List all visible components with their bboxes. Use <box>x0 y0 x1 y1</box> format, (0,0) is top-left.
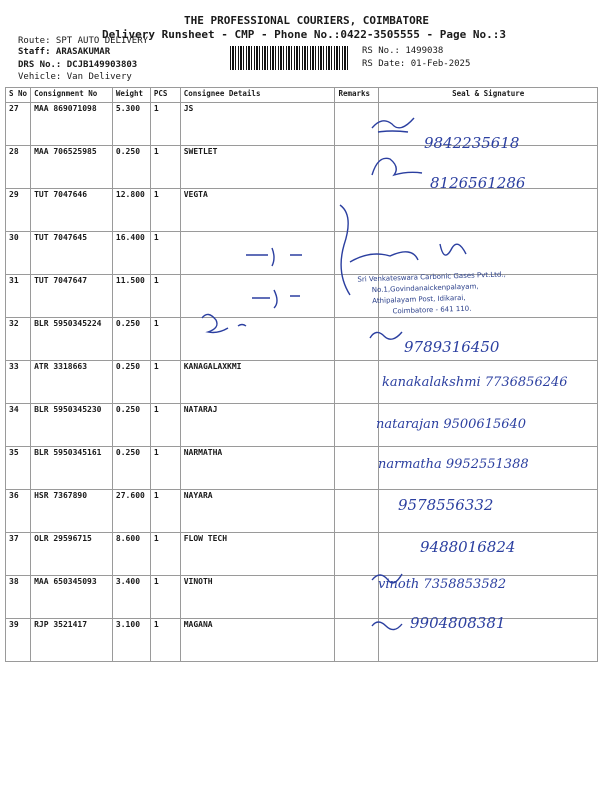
col-sno: S No <box>6 88 31 103</box>
row-weight: 3.100 <box>112 619 150 662</box>
row-pcs: 1 <box>150 146 180 189</box>
row-consignee: JS <box>180 103 335 146</box>
row-consignee: NATARAJ <box>180 404 335 447</box>
row-weight: 16.400 <box>112 232 150 275</box>
col-remarks: Remarks <box>335 88 379 103</box>
row-consignment: TUT 7047645 <box>31 232 113 275</box>
route-label: Route: SPT AUTO DELIVERY <box>18 36 149 46</box>
row-consignment: RJP 3521417 <box>31 619 113 662</box>
row-consignment: MAA 706525985 <box>31 146 113 189</box>
handwritten-note-36: narmatha 9952551388 <box>378 457 529 472</box>
row-sno: 27 <box>6 103 31 146</box>
col-consignee: Consignee Details <box>180 88 335 103</box>
row-weight: 0.250 <box>112 146 150 189</box>
row-weight: 0.250 <box>112 318 150 361</box>
handwritten-phone-38: 9488016824 <box>420 538 516 556</box>
row-consignee: KANAGALAXKMI <box>180 361 335 404</box>
row-weight: 11.500 <box>112 275 150 318</box>
company-stamp <box>357 269 507 318</box>
runsheet-title: Delivery Runsheet - CMP - Phone No.:0422-3505555 - Page No.:3 <box>102 28 506 41</box>
row-consignment: ATR 3318663 <box>31 361 113 404</box>
handwritten-note-39: vinoth 7358853582 <box>378 577 507 592</box>
row-sno: 30 <box>6 232 31 275</box>
row-consignment: BLR 5950345230 <box>31 404 113 447</box>
row-sno: 33 <box>6 361 31 404</box>
drs-number: DRS No.: DCJB149903803 <box>18 60 138 70</box>
row-weight: 0.250 <box>112 404 150 447</box>
row-consignee: VINOTH <box>180 576 335 619</box>
signature-40 <box>372 622 402 630</box>
row-pcs: 1 <box>150 533 180 576</box>
row-pcs: 1 <box>150 576 180 619</box>
row-consignee: SWETLET <box>180 146 335 189</box>
stamp-line-2: No.1,Govindanaickenpalayam, <box>371 282 479 295</box>
row-pcs: 1 <box>150 490 180 533</box>
signature-31 <box>252 290 300 308</box>
row-weight: 8.600 <box>112 533 150 576</box>
row-weight: 0.250 <box>112 361 150 404</box>
row-consignee: NARMATHA <box>180 447 335 490</box>
stamp-line-3: Athipalayam Post, Idikarai, <box>372 293 466 306</box>
row-consignment: TUT 7047647 <box>31 275 113 318</box>
rs-number: RS No.: 1499038 <box>362 46 444 56</box>
row-consignee: FLOW TECH <box>180 533 335 576</box>
row-pcs: 1 <box>150 189 180 232</box>
row-pcs: 1 <box>150 318 180 361</box>
row-consignment: MAA 650345093 <box>31 576 113 619</box>
signature-stamp-area <box>350 244 466 262</box>
signature-33 <box>370 332 402 339</box>
row-sno: 29 <box>6 189 31 232</box>
col-pcs: PCS <box>150 88 180 103</box>
row-sno: 32 <box>6 318 31 361</box>
row-sno: 35 <box>6 447 31 490</box>
row-sno: 31 <box>6 275 31 318</box>
handwritten-note-35: natarajan 9500615640 <box>376 417 527 432</box>
handwritten-phone-28: 8126561286 <box>430 174 526 192</box>
row-sno: 34 <box>6 404 31 447</box>
row-sno: 28 <box>6 146 31 189</box>
row-pcs: 1 <box>150 275 180 318</box>
row-sno: 39 <box>6 619 31 662</box>
handwritten-phone-27: 9842235618 <box>424 134 520 152</box>
col-consignment: Consignment No <box>31 88 113 103</box>
stamp-line-1: Sri Venkateswara Carbonic Gases Pvt.Ltd., <box>357 270 506 284</box>
row-pcs: 1 <box>150 361 180 404</box>
row-pcs: 1 <box>150 103 180 146</box>
row-consignment: MAA 869071098 <box>31 103 113 146</box>
row-weight: 0.250 <box>112 447 150 490</box>
row-consignment: BLR 5950345224 <box>31 318 113 361</box>
rs-date: RS Date: 01-Feb-2025 <box>362 59 471 69</box>
row-consignee: MAGANA <box>180 619 335 662</box>
row-pcs: 1 <box>150 404 180 447</box>
col-signature: Seal & Signature <box>379 88 598 103</box>
row-pcs: 1 <box>150 447 180 490</box>
handwritten-phone-37: 9578556332 <box>398 496 494 514</box>
vehicle-label: Vehicle: Van Delivery <box>18 72 132 82</box>
signature-27 <box>372 118 414 132</box>
row-sno: 36 <box>6 490 31 533</box>
row-sno: 38 <box>6 576 31 619</box>
row-weight: 12.800 <box>112 189 150 232</box>
row-weight: 3.400 <box>112 576 150 619</box>
row-weight: 27.600 <box>112 490 150 533</box>
row-consignment: OLR 29596715 <box>31 533 113 576</box>
row-consignee: VEGTA <box>180 189 335 232</box>
signature-30 <box>246 248 302 266</box>
row-consignee: NAYARA <box>180 490 335 533</box>
company-name: THE PROFESSIONAL COURIERS, COIMBATORE <box>184 14 430 27</box>
signature-32 <box>202 314 246 332</box>
signature-28 <box>372 158 422 175</box>
row-pcs: 1 <box>150 619 180 662</box>
handwritten-note-34: kanakalakshmi 7736856246 <box>382 375 568 390</box>
handwritten-phone-33: 9789316450 <box>404 338 500 356</box>
row-consignment: TUT 7047646 <box>31 189 113 232</box>
row-consignment: HSR 7367890 <box>31 490 113 533</box>
bracket-mark <box>340 205 350 295</box>
staff-label: Staff: ARASAKUMAR <box>18 47 111 57</box>
handwritten-phone-40: 9904808381 <box>410 614 506 632</box>
col-weight: Weight <box>112 88 150 103</box>
row-weight: 5.300 <box>112 103 150 146</box>
row-consignment: BLR 5950345161 <box>31 447 113 490</box>
stamp-line-4: Coimbatore - 641 110. <box>392 304 472 316</box>
row-pcs: 1 <box>150 232 180 275</box>
row-sno: 37 <box>6 533 31 576</box>
